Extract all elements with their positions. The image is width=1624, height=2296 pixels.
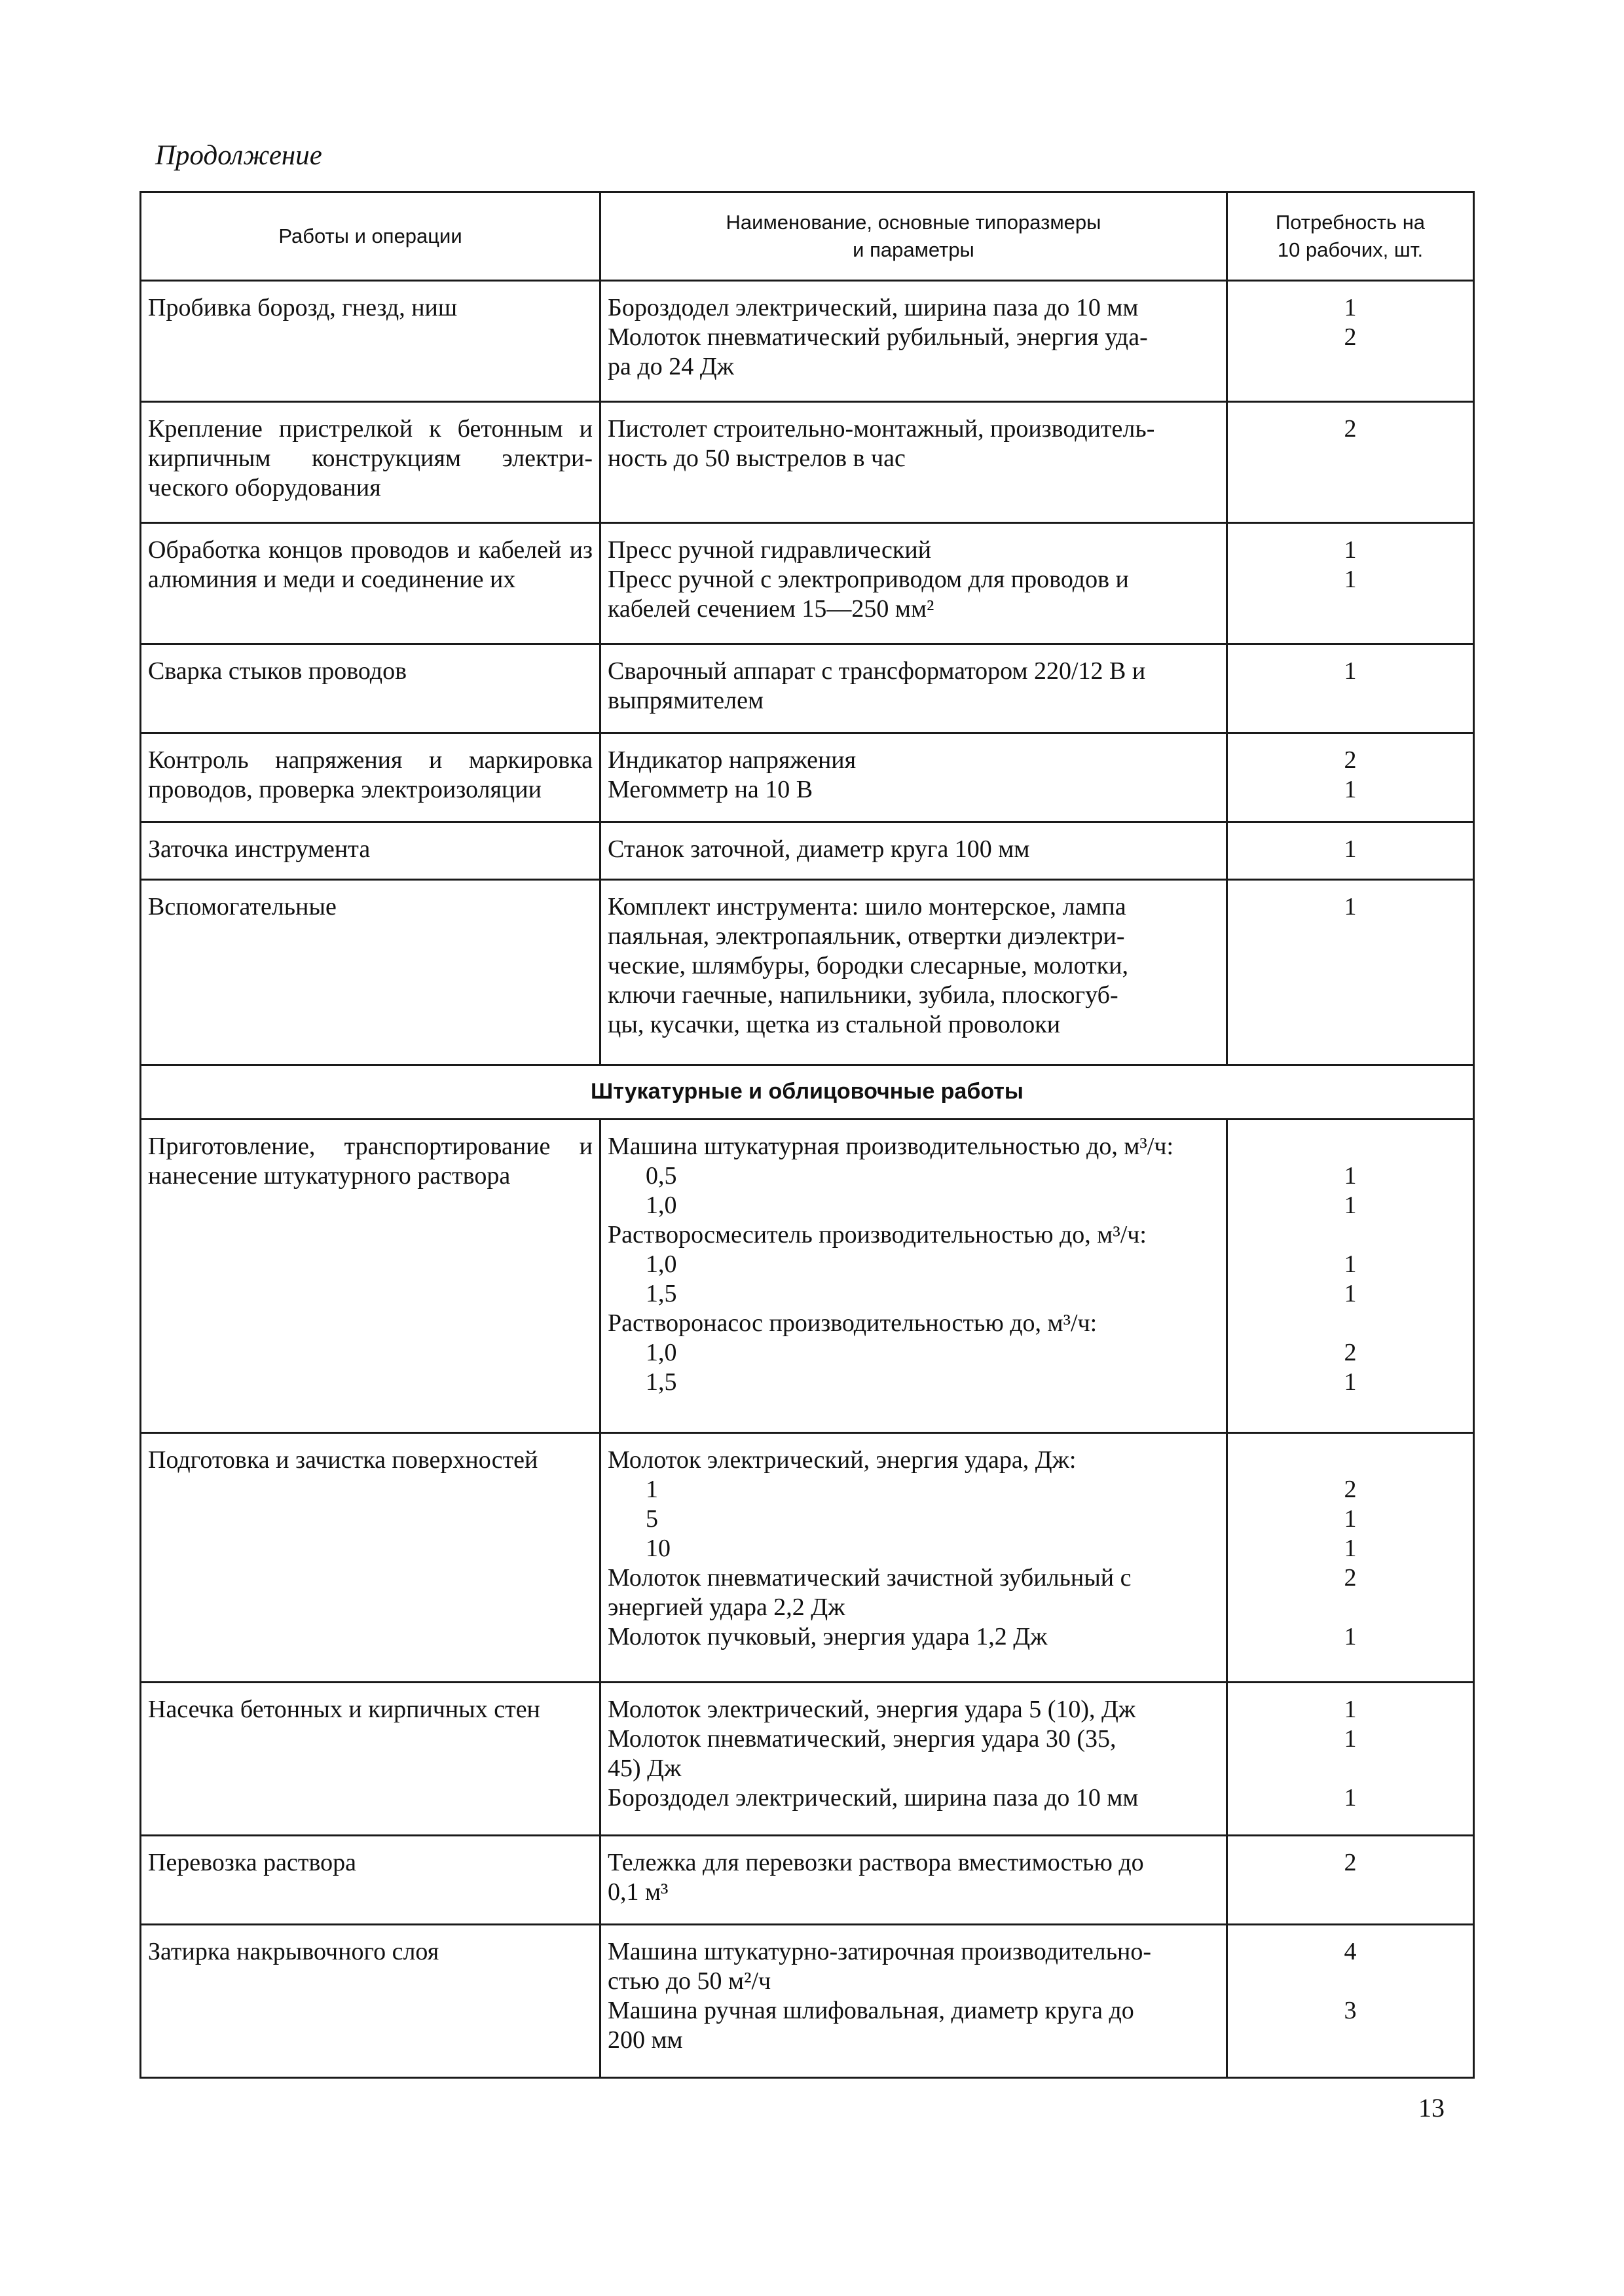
quantity-value: 1 [1344,1250,1357,1278]
work-operation-cell: Вспомогательные [141,879,600,1065]
equipment-line: 1,0 [646,1338,677,1366]
work-operation-cell: Перевозка раствора [141,1835,600,1924]
equipment-line: Станок заточной, диаметр круга 100 мм [608,835,1030,864]
quantity-value [1234,352,1466,382]
work-operation-cell: Насечка бетонных и кирпичных стен [141,1682,600,1835]
equipment-cell [600,822,1227,879]
equipment-line: ческие, шлямбуры, бородки слесарные, молотки, [608,951,1128,979]
equipment-line: Молоток пневматический рубильный, энергия уда- [608,323,1148,351]
equipment-cell [600,879,1227,1065]
equipment-line: Пресс ручной с электроприводом для проводов и [608,566,1129,594]
table-row [141,523,1474,644]
table-row [141,1835,1474,1924]
equipment-line: 1,0 [646,1191,677,1219]
quantity-value: 1 [1344,1161,1357,1190]
table-row [141,1432,1474,1682]
table-row [141,733,1474,822]
equipment-line: 1 [646,1475,658,1503]
quantity-value [1234,1132,1466,1161]
quantity-cell [1227,733,1474,822]
quantity-cell [1227,1119,1474,1432]
equipment-cell [600,1924,1227,2077]
equipment-line: стью до 50 м²/ч [608,1967,771,1995]
quantity-value: 2 [1344,415,1357,443]
quantity-cell [1227,822,1474,879]
equipment-line: 45) Дж [608,1754,682,1782]
equipment-cell [600,523,1227,644]
quantity-cell [1227,879,1474,1065]
quantity-value [1234,1754,1466,1783]
table-row [141,879,1474,1065]
section-title: Штукатурные и облицовочные работы [141,1065,1474,1119]
table-row [141,281,1474,402]
table-row [141,644,1474,733]
equipment-line: энергией удара 2,2 Дж [608,1593,845,1621]
work-operation-cell: Обработка концов проводов и кабелей из алюминия и меди и соединение их [141,523,600,644]
header-quantity-line1: Потребность на [1275,211,1426,234]
table-header-row [141,192,1474,281]
work-operation-cell: Сварка стыков проводов [141,644,600,733]
equipment-line: ность до 50 выстрелов в час [608,445,906,473]
table-row [141,1682,1474,1835]
quantity-value [1234,1878,1466,1907]
quantity-value: 1 [1344,1279,1357,1307]
equipment-line: ра до 24 Дж [608,353,734,380]
equipment-cell [600,1835,1227,1924]
header-quantity [1227,192,1474,281]
equipment-line: Сварочный аппарат с трансформатором 220/12 В и [608,657,1146,685]
quantity-cell [1227,1682,1474,1835]
quantity-value: 2 [1344,746,1357,774]
equipment-line: паяльная, электропаяльник, отвертки диэлектри- [608,922,1125,950]
equipment-line: 1,5 [646,1368,677,1396]
quantity-value: 3 [1344,1996,1357,2024]
quantity-value [1234,444,1466,473]
quantity-value: 1 [1344,1534,1357,1562]
equipment-line: Бороздодел электрический, ширина паза до 10 мм [608,1783,1139,1812]
quantity-value [1234,1220,1466,1250]
header-work: Работы и операции [141,192,600,281]
equipment-line: Растворонасос производительностью до, м³/ч: [608,1309,1098,1337]
equipment-line: Машина штукатурно-затирочная производительно- [608,1937,1152,1965]
work-operation-cell: Приготовление, транспортирование и нанесение штукатурного раствора [141,1119,600,1432]
equipment-line: Машина ручная шлифовальная, диаметр круга до [608,1996,1134,2024]
table-row [141,402,1474,523]
work-operation-cell: Пробивка борозд, гнезд, ниш [141,281,600,402]
quantity-value [1234,594,1466,624]
equipment-line: Мегомметр на 10 В [608,776,813,804]
equipment-line: 1,5 [646,1279,677,1307]
equipment-line: Пресс ручной гидравлический [608,536,932,564]
table-row [141,1119,1474,1432]
quantity-cell [1227,644,1474,733]
header-equipment-line2: и параметры [853,238,974,261]
quantity-cell [1227,523,1474,644]
work-operation-cell: Контроль напряжения и маркировка проводов, проверка электроизоляции [141,733,600,822]
table-row [141,1924,1474,2077]
equipment-cell [600,644,1227,733]
quantity-value [1234,686,1466,716]
quantity-value [1234,1309,1466,1338]
quantity-value: 1 [1344,1504,1357,1533]
work-operation-cell: Подготовка и зачистка поверхностей [141,1432,600,1682]
equipment-line: Комплект инструмента: шило монтерское, лампа [608,892,1126,920]
equipment-line: Молоток пневматический, энергия удара 30 (35, [608,1724,1116,1753]
equipment-line: Молоток электрический, энергия удара, Дж: [608,1446,1077,1474]
quantity-value: 2 [1344,1563,1357,1592]
table-row [141,822,1474,879]
equipment-line: кабелей сечением 15—250 мм² [608,595,934,623]
quantity-value: 1 [1344,1695,1357,1723]
quantity-value [1234,2026,1466,2055]
equipment-line: Индикатор напряжения [608,746,857,774]
quantity-value: 1 [1344,835,1357,864]
continuation-heading: Продолжение [155,140,322,171]
equipment-line: 0,1 м³ [608,1878,669,1906]
quantity-value: 2 [1344,1848,1357,1876]
quantity-value [1234,1593,1466,1622]
quantity-cell [1227,402,1474,523]
quantity-cell [1227,1924,1474,2077]
quantity-cell [1227,281,1474,402]
quantity-value: 2 [1344,1475,1357,1503]
quantity-value: 1 [1344,1368,1357,1396]
quantity-cell [1227,1432,1474,1682]
equipment-line: цы, кусачки, щетка из стальной проволоки [608,1010,1061,1038]
section-row [141,1065,1474,1119]
quantity-value [1234,1967,1466,1996]
equipment-line: Бороздодел электрический, ширина паза до 10 мм [608,294,1139,321]
quantity-value: 1 [1344,1724,1357,1753]
equipment-line: выпрямителем [608,687,764,715]
equipment-line: 0,5 [646,1161,677,1190]
equipment-cell [600,1682,1227,1835]
header-equipment-line1: Наименование, основные типоразмеры [726,211,1101,234]
quantity-value [1234,1446,1466,1475]
quantity-value: 4 [1344,1937,1357,1965]
equipment-line: Молоток пучковый, энергия удара 1,2 Дж [608,1622,1048,1650]
quantity-cell [1227,1835,1474,1924]
equipment-line: Молоток электрический, энергия удара 5 (10), Дж [608,1695,1136,1723]
equipment-line: 10 [646,1534,671,1562]
quantity-value: 1 [1344,892,1357,920]
equipment-line: Машина штукатурная производительностью до, м³/ч: [608,1132,1174,1160]
quantity-value: 1 [1344,657,1357,685]
equipment-line: 200 мм [608,2026,683,2054]
quantity-value: 1 [1344,566,1357,594]
quantity-value: 1 [1344,776,1357,804]
equipment-line: ключи гаечные, напильники, зубила, плоскогуб- [608,981,1118,1009]
quantity-value: 2 [1344,323,1357,351]
page-number: 13 [1418,2093,1445,2123]
equipment-line: Молоток пневматический зачистной зубильный с [608,1563,1132,1592]
work-operation-cell: Затирка накрывочного слоя [141,1924,600,2077]
quantity-value: 2 [1344,1338,1357,1366]
equipment-cell [600,1432,1227,1682]
equipment-line: 5 [646,1504,658,1533]
equipment-cell [600,402,1227,523]
equipment-table [139,191,1475,2079]
equipment-cell [600,1119,1227,1432]
equipment-cell [600,733,1227,822]
equipment-line: Тележка для перевозки раствора вместимостью до [608,1848,1144,1876]
quantity-value: 1 [1344,1622,1357,1650]
quantity-value: 1 [1344,1783,1357,1812]
work-operation-cell: Крепление пристрелкой к бетонным и кирпичным конструкциям электрического оборудования [141,402,600,523]
header-equipment [600,192,1227,281]
equipment-cell [600,281,1227,402]
equipment-line: Пистолет строительно-монтажный, производитель- [608,415,1155,443]
header-quantity-line2: 10 рабочих, шт. [1277,238,1424,261]
equipment-line: 1,0 [646,1250,677,1278]
work-operation-cell: Заточка инструмента [141,822,600,879]
quantity-value: 1 [1344,536,1357,564]
quantity-value: 1 [1344,1191,1357,1219]
quantity-value: 1 [1344,294,1357,321]
equipment-line: Растворосмеситель производительностью до, м³/ч: [608,1220,1147,1248]
